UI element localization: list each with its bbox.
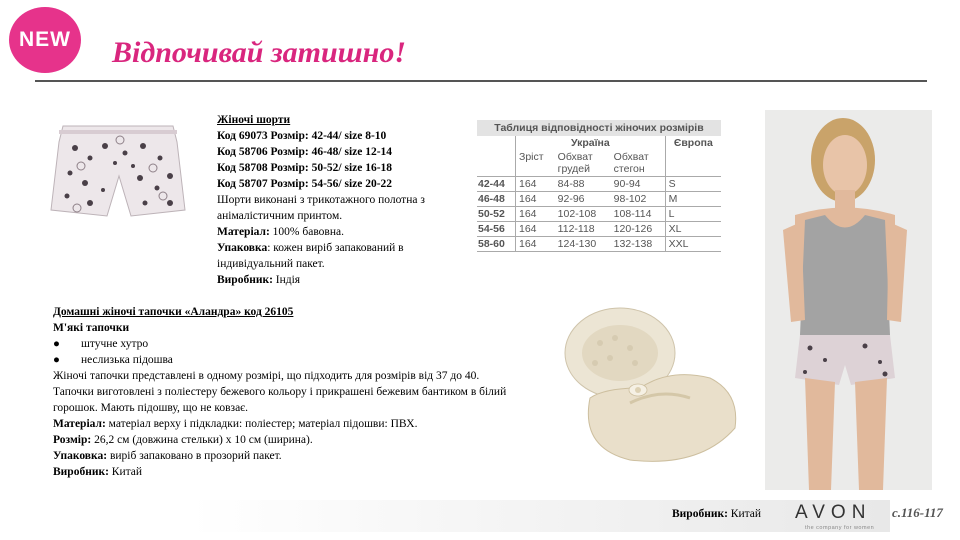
footer-maker-value: Китай [727, 508, 762, 520]
size-table-hips: 132-138 [613, 238, 653, 250]
size-table-hips: 98-102 [613, 193, 647, 205]
shorts-material [217, 224, 469, 240]
size-table-height: 164 [516, 192, 555, 207]
slippers-bullet-text: неслизька підошва [81, 354, 173, 366]
size-table-chest: 84-88 [557, 178, 585, 190]
slippers-package-label: Упаковка: [53, 450, 108, 462]
shorts-image [45, 118, 190, 220]
size-table-size: 46-48 [478, 193, 505, 205]
avon-tagline: the company for women [805, 525, 875, 531]
page-title: Відпочивай затишно! [112, 36, 406, 69]
size-table-col-height: Зріст [516, 150, 555, 177]
size-table-height: 164 [516, 207, 555, 222]
slippers-bullet-2 [53, 352, 523, 368]
size-table-chest: 92-96 [557, 193, 585, 205]
avon-logo: AVON [795, 502, 872, 523]
size-table-title: Таблиця відповідності жіночих розмірів [477, 120, 721, 136]
size-table-row [477, 177, 721, 192]
slippers-subtitle: М'які тапочки [53, 322, 130, 334]
size-table-title-row [477, 120, 721, 136]
slippers-package-value: виріб запаковано в прозорий пакет. [107, 450, 282, 462]
shorts-code-3: Код 58708 Розмір: 50-52/ size 16-18 [217, 162, 393, 174]
size-table-height: 164 [516, 237, 555, 252]
shorts-heading: Жіночі шорти [217, 114, 291, 126]
shorts-material-label: Матеріал: [217, 226, 270, 238]
size-table-eu: XL [665, 222, 721, 237]
shorts-package-label: Упаковка [217, 242, 268, 254]
size-table-row [477, 222, 721, 237]
slippers-size-label: Розмір: [53, 434, 92, 446]
size-table-chest: 102-108 [557, 208, 597, 220]
slippers-desc-1: Жіночі тапочки представлені в одному розмірі, що підходить для розмірів від 37 до 40. [53, 370, 480, 382]
footer-maker-label: Виробник: [672, 508, 728, 520]
shorts-maker-label: Виробник: [217, 274, 273, 286]
slippers-maker-label: Виробник: [53, 466, 109, 478]
shorts-code-2: Код 58706 Розмір: 46-48/ size 12-14 [217, 146, 393, 158]
slippers-image [560, 298, 745, 468]
bullet-icon: ● [53, 354, 60, 366]
slippers-size-value: 26,2 см (довжина стельки) х 10 см (ширина). [91, 434, 313, 446]
slippers-bullet-text: штучне хутро [81, 338, 149, 350]
slippers-desc-2: Тапочки виготовлені з поліестеру бежевого кольору і прикрашені бежевим бантиком в білий горошок. Мають підошву, що не ковзає. [53, 386, 507, 414]
size-table-europe: Європа [665, 136, 721, 150]
size-table-row [477, 192, 721, 207]
slippers-size [53, 432, 523, 448]
bullet-icon: ● [53, 338, 60, 350]
slippers-material-label: Матеріал: [53, 418, 106, 430]
slippers-description [53, 304, 523, 480]
slippers-maker [53, 464, 523, 480]
size-table-ukraine: Україна [516, 136, 666, 150]
size-table-row [477, 207, 721, 222]
size-table-col-hips: Обхват стегон [613, 151, 649, 175]
size-table-height: 164 [516, 222, 555, 237]
slippers-material-value: матеріал верху і підкладки: поліестер; матеріал підошви: ПВХ. [105, 418, 418, 430]
footer-bar [190, 500, 890, 532]
footer-maker [672, 508, 761, 520]
slippers-package [53, 448, 523, 464]
shorts-code-1: Код 69073 Розмір: 42-44/ size 8-10 [217, 130, 387, 142]
size-table [477, 120, 721, 260]
size-table-eu: XXL [665, 237, 721, 252]
slippers-bullet-1 [53, 336, 523, 352]
size-table-size: 58-60 [478, 238, 505, 250]
size-table-eu: M [665, 192, 721, 207]
shorts-maker-value: Індія [272, 274, 301, 286]
size-table-row [477, 237, 721, 252]
new-badge [9, 7, 81, 73]
page-numbers: с.116-117 [892, 505, 943, 520]
shorts-maker [217, 272, 469, 288]
size-table-grid [477, 120, 721, 252]
slippers-maker-value: Китай [108, 466, 143, 478]
slippers-material [53, 416, 523, 432]
size-table-size: 50-52 [478, 208, 505, 220]
shorts-material-value: 100% бавовна. [269, 226, 344, 238]
size-table-col-row [477, 150, 721, 177]
size-table-hips: 120-126 [613, 223, 653, 235]
size-table-hips: 90-94 [613, 178, 641, 190]
size-table-size: 54-56 [478, 223, 505, 235]
slippers-heading: Домашні жіночі тапочки «Аландра» код 26105 [53, 306, 294, 318]
shorts-text: Шорти виконані з трикотажного полотна з анімалістичним принтом. [217, 194, 425, 222]
shorts-code-4: Код 58707 Розмір: 54-56/ size 20-22 [217, 178, 393, 190]
size-table-region-row [477, 136, 721, 150]
size-table-height: 164 [516, 177, 555, 192]
new-badge-label: NEW [19, 28, 71, 51]
size-table-size: 42-44 [478, 178, 505, 190]
size-table-col-chest: Обхват грудей [557, 151, 593, 175]
model-photo [765, 110, 932, 490]
size-table-eu: S [665, 177, 721, 192]
size-table-eu: L [665, 207, 721, 222]
shorts-description [217, 112, 469, 288]
size-table-hips: 108-114 [613, 208, 652, 220]
size-table-chest: 112-118 [557, 223, 595, 235]
shorts-package [217, 240, 469, 272]
shorts-package-value: : кожен виріб запакований в індивідуальний пакет. [217, 242, 404, 270]
title-divider [35, 80, 927, 82]
size-table-chest: 124-130 [557, 238, 597, 250]
